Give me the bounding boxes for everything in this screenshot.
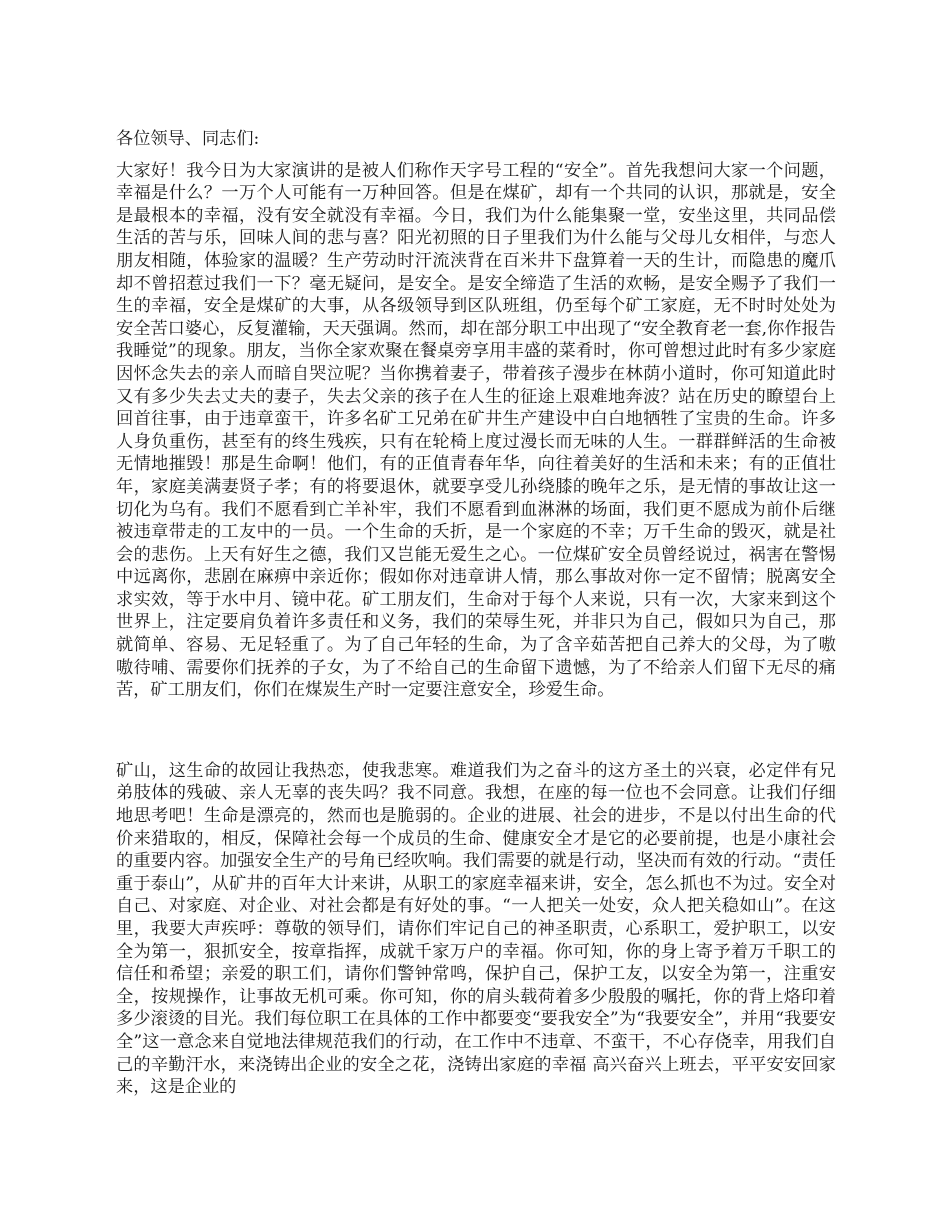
salutation: 各位领导、同志们:	[116, 129, 260, 149]
paragraph-1: 大家好！我今日为大家演讲的是被人们称作天字号工程的“安全”。首先我想问大家一个问题，幸福是什么？一万个人可能有一万种回答。但是在煤矿，却有一个共同的认识，那就是，安全是最根本的幸福，没有安全就没有幸福。今日，我们为什么能集聚一堂，安坐这里，共同品偿生活的苦与乐，回味人间的悲与喜？阳光初照的日子里我们为什么能与父母儿女相伴，与恋人朋友相随，体验家的温暖？生产劳动时汗流浃背在百米井下盘算着一天的生计，而隐患的魔爪却不曾招惹过我们一下？毫无疑问，是安全。是安全缔造了生活的欢畅，是安全赐予了我们一生的幸福，安全是煤矿的大事，从各级领导到区队班组，仍至每个矿工家庭，无不时时处处为安全苦口婆心，反复灌输，天天强调。然而，却在部分职工中出现了“安全教育老一套,你作报告我睡觉”的现象。朋友，当你全家欢聚在餐桌旁享用丰盛的菜肴时，你可曾想过此时有多少家庭因怀念失去的亲人而暗自哭泣呢？当你携着妻子，带着孩子漫步在林荫小道时，你可知道此时又有多少失去丈夫的妻子，失去父亲的孩子在人生的征途上艰难地奔波？站在历史的瞭望台上回首往事，由于违章蛮干，许多名矿工兄弟在矿井生产建设中白白地牺牲了宝贵的生命。许多人身负重伤，甚至有的终生残疾，只有在轮椅上度过漫长而无味的人生。一群群鲜活的生命被无情地摧毁！那是生命啊！他们，有的正值青春年华，向往着美好的生活和未来；有的正值壮年，家庭美满妻贤子孝；有的将要退休，就要享受儿孙绕膝的晚年之乐，是无情的事故让这一切化为乌有。我们不愿看到亡羊补牢，我们不愿看到血淋淋的场面，我们更不愿成为前仆后继被违章带走的工友中的一员。一个生命的夭折，是一个家庭的不幸；万千生命的毁灭，就是社会的悲伤。上天有好生之德，我们又岂能无爱生之心。一位煤矿安全员曾经说过，祸害在警惕中远离你，悲剧在麻痹中亲近你；假如你对违章讲人情，那么事故对你一定不留情；脱离安全求实效，等于水中月、镜中花。矿工朋友们，生命对于每个人来说，只有一次，大家来到这个世界上，注定要肩负着许多责任和义务，我们的荣辱生死，并非只为自己，假如只为自己，那就简单、容易、无足轻重了。为了自己年轻的生命，为了含辛茹苦把自己养大的父母，为了嗷嗷待哺、需要你们抚养的子女，为了不给自己的生命留下遗憾，为了不给亲人们留下无尽的痛苦，矿工朋友们，你们在煤炭生产时一定要注意安全，珍爱生命。	[116, 160, 836, 701]
paragraph-spacer	[116, 702, 836, 760]
paragraph-2: 矿山，这生命的故园让我热恋，使我悲寒。难道我们为之奋斗的这方圣土的兴衰，必定伴有兄弟肢体的残破、亲人无辜的丧失吗？我不同意。我想，在座的每一位也不会同意。让我们仔细地思考吧！生命是漂亮的，然而也是脆弱的。企业的进展、社会的进步，不是以付出生命的代价来猎取的，相反，保障社会每一个成员的生命、健康安全才是它的必要前提，也是小康社会的重要内容。加强安全生产的号角已经吹响。我们需要的就是行动，坚决而有效的行动。“责任重于泰山”，从矿井的百年大计来讲，从职工的家庭幸福来讲，安全，怎么抓也不为过。安全对自己、对家庭、对企业、对社会都是有好处的事。“一人把关一处安，众人把关稳如山”。在这里，我要大声疾呼：尊敬的领导们，请你们牢记自己的神圣职责，心系职工，爱护职工，以安全为第一，狠抓安全，按章指挥，成就千家万户的幸福。你可知，你的身上寄予着万千职工的信任和希望；亲爱的职工们，请你们警钟常鸣，保护自己，保护工友，以安全为第一，注重安全，按规操作，让事故无机可乘。你可知，你的肩头载荷着多少殷殷的嘱托，你的背上烙印着多少滚烫的目光。我们每位职工在具体的工作中都要变“要我安全”为“我要安全”，并用“我要安全”这一意念来自觉地法律规范我们的行动，在工作中不违章、不蛮干，不心存侥幸，用我们自己的辛勤汗水，来浇铸出企业的安全之花，浇铸出家庭的幸福 高兴奋兴上班去，平平安安回家来，这是企业的	[116, 760, 836, 1098]
document-page	[116, 128, 836, 1099]
